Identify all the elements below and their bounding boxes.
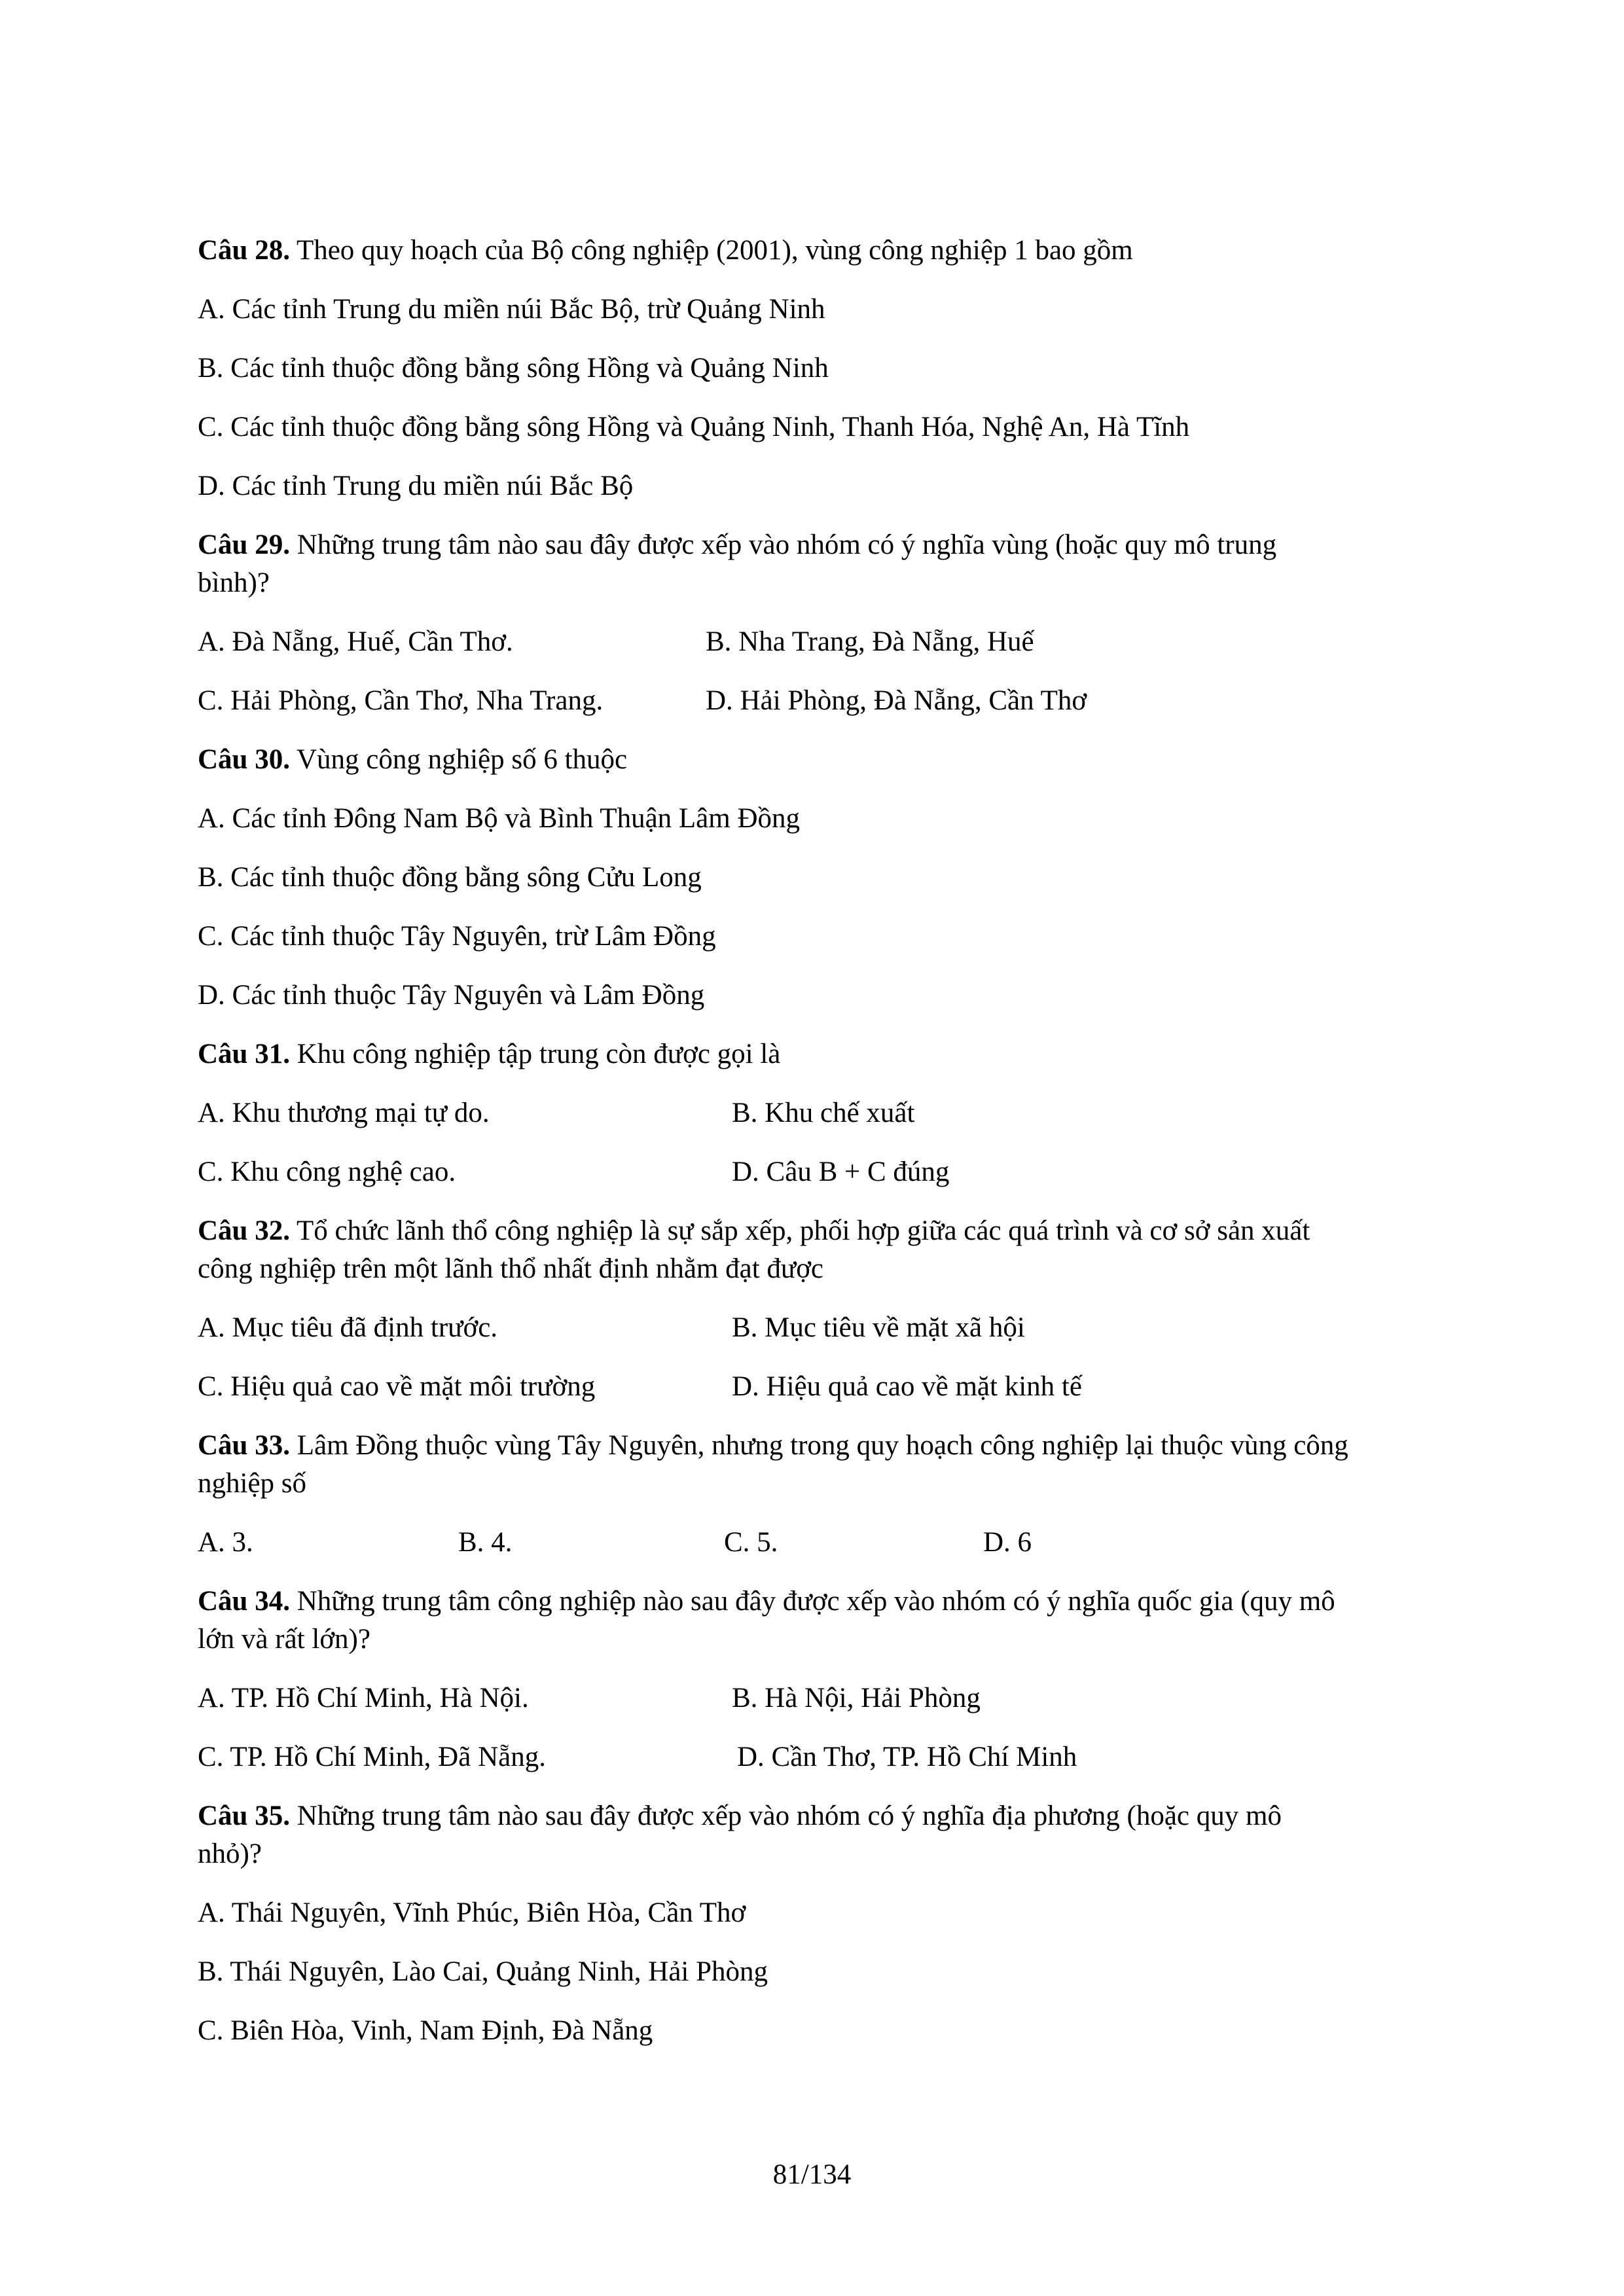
option-30-b: B. Các tỉnh thuộc đồng bằng sông Cửu Long	[198, 862, 702, 893]
option-34-d: D. Cần Thơ, TP. Hồ Chí Minh	[737, 1742, 1077, 1772]
question-text: Khu công nghiệp tập trung còn được gọi là	[289, 1039, 781, 1069]
question-32-continued: công nghiệp trên một lãnh thổ nhất định nhằm đạt được	[198, 1253, 824, 1284]
option-31-c: C. Khu công nghệ cao.	[198, 1157, 456, 1187]
option-28-c: C. Các tỉnh thuộc đồng bằng sông Hồng và Quảng Ninh, Thanh Hóa, Nghệ An, Hà Tĩnh	[198, 412, 1190, 442]
question-30	[198, 741, 627, 779]
question-label: Câu 32.	[198, 1215, 290, 1246]
option-35-b: B. Thái Nguyên, Lào Cai, Quảng Ninh, Hải Phòng	[198, 1956, 768, 1987]
option-31-d: D. Câu B + C đúng	[732, 1157, 950, 1187]
option-32-a: A. Mục tiêu đã định trước.	[198, 1312, 498, 1343]
option-31-b: B. Khu chế xuất	[732, 1098, 915, 1128]
option-30-c: C. Các tỉnh thuộc Tây Nguyên, trừ Lâm Đồng	[198, 921, 716, 952]
question-35	[198, 1797, 1282, 1835]
question-text: Theo quy hoạch của Bộ công nghiệp (2001), vùng công nghiệp 1 bao gồm	[289, 235, 1133, 266]
question-33-continued: nghiệp số	[198, 1468, 307, 1499]
question-label: Câu 30.	[198, 744, 290, 775]
option-33-a: A. 3.	[198, 1527, 253, 1558]
option-32-d: D. Hiệu quả cao về mặt kinh tế	[732, 1371, 1082, 1402]
question-text: Lâm Đồng thuộc vùng Tây Nguyên, nhưng trong quy hoạch công nghiệp lại thuộc vùng công	[289, 1430, 1348, 1461]
option-35-a: A. Thái Nguyên, Vĩnh Phúc, Biên Hòa, Cần Thơ	[198, 1897, 746, 1928]
question-text: Những trung tâm nào sau đây được xếp vào nhóm có ý nghĩa vùng (hoặc quy mô trung	[289, 529, 1277, 560]
question-text: Vùng công nghiệp số 6 thuộc	[289, 744, 628, 775]
question-29-continued: bình)?	[198, 567, 270, 598]
question-31	[198, 1035, 780, 1073]
question-35-continued: nhỏ)?	[198, 1839, 262, 1869]
option-35-c: C. Biên Hòa, Vinh, Nam Định, Đà Nẵng	[198, 2015, 653, 2046]
option-28-a: A. Các tỉnh Trung du miền núi Bắc Bộ, trừ Quảng Ninh	[198, 294, 825, 325]
question-text: Những trung tâm nào sau đây được xếp vào nhóm có ý nghĩa địa phương (hoặc quy mô	[289, 1801, 1282, 1831]
option-34-b: B. Hà Nội, Hải Phòng	[732, 1683, 981, 1713]
question-34	[198, 1583, 1335, 1621]
option-29-a: A. Đà Nẵng, Huế, Cần Thơ.	[198, 626, 513, 657]
option-29-d: D. Hải Phòng, Đà Nẵng, Cần Thơ	[706, 685, 1087, 716]
option-32-c: C. Hiệu quả cao về mặt môi trường	[198, 1371, 596, 1402]
option-31-a: A. Khu thương mại tự do.	[198, 1098, 490, 1128]
option-28-b: B. Các tỉnh thuộc đồng bằng sông Hồng và Quảng Ninh	[198, 353, 829, 384]
option-34-a: A. TP. Hồ Chí Minh, Hà Nội.	[198, 1683, 529, 1713]
option-30-a: A. Các tỉnh Đông Nam Bộ và Bình Thuận Lâm Đồng	[198, 803, 801, 834]
question-32	[198, 1212, 1310, 1250]
option-32-b: B. Mục tiêu về mặt xã hội	[732, 1312, 1025, 1343]
question-label: Câu 28.	[198, 235, 290, 266]
question-label: Câu 29.	[198, 529, 290, 560]
question-label: Câu 35.	[198, 1801, 290, 1831]
question-33	[198, 1427, 1348, 1465]
option-34-c: C. TP. Hồ Chí Minh, Đã Nẵng.	[198, 1742, 546, 1772]
question-29	[198, 526, 1276, 564]
option-29-c: C. Hải Phòng, Cần Thơ, Nha Trang.	[198, 685, 604, 716]
option-33-b: B. 4.	[458, 1527, 513, 1558]
question-28	[198, 232, 1133, 270]
question-label: Câu 33.	[198, 1430, 290, 1461]
question-34-continued: lớn và rất lớn)?	[198, 1624, 370, 1655]
option-33-d: D. 6	[983, 1527, 1032, 1558]
question-label: Câu 31.	[198, 1039, 290, 1069]
option-30-d: D. Các tỉnh thuộc Tây Nguyên và Lâm Đồng	[198, 980, 705, 1011]
option-33-c: C. 5.	[724, 1527, 778, 1558]
question-text: Tổ chức lãnh thổ công nghiệp là sự sắp xếp, phối hợp giữa các quá trình và cơ sở sản xuất	[289, 1215, 1310, 1246]
option-29-b: B. Nha Trang, Đà Nẵng, Huế	[706, 626, 1034, 657]
page-number: 81/134	[772, 2159, 852, 2190]
question-label: Câu 34.	[198, 1586, 290, 1617]
option-28-d: D. Các tỉnh Trung du miền núi Bắc Bộ	[198, 471, 634, 501]
question-text: Những trung tâm công nghiệp nào sau đây được xếp vào nhóm có ý nghĩa quốc gia (quy mô	[289, 1586, 1335, 1617]
